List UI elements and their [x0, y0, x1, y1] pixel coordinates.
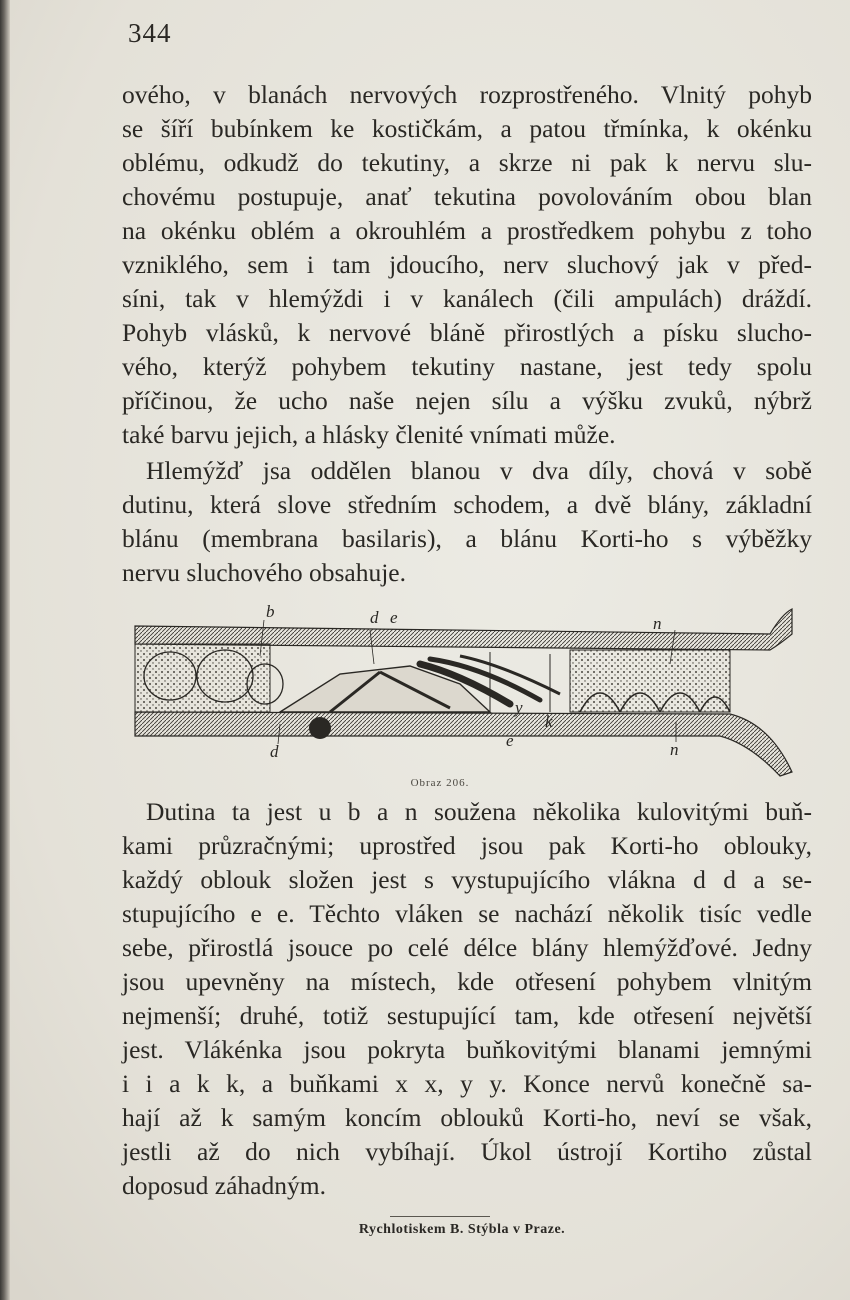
text-line: jest. Vlákénka jsou pokryta buňkovitými blanami jemnými — [122, 1035, 812, 1064]
cochlea-illustration — [130, 604, 795, 780]
text-line: jsou upevněny na místech, kde otřesení pohybem vlnitým — [122, 967, 812, 996]
figure-label-n: n — [653, 614, 662, 633]
text-line: stupujícího e e. Těchto vláken se nachází několik tisíc vedle — [122, 899, 812, 928]
text-line: příčinou, že ucho naše nejen sílu a výšku zvuků, nýbrž — [122, 386, 812, 415]
text-line: na okénku oblém a okrouhlém a prostředkem pohybu z toho — [122, 216, 812, 245]
text-line: síni, tak v hlemýždi i v kanálech (čili ampulách) dráždí. — [122, 284, 812, 313]
figure-caption: Obraz 206. — [410, 777, 470, 789]
paragraph-1 — [122, 78, 812, 452]
text-line: dutinu, která slove středním schodem, a dvě blány, základní — [122, 490, 812, 519]
figure-label-k: k — [545, 712, 553, 731]
text-line: hají až k samým koncím oblouků Korti-ho, neví se však, — [122, 1103, 812, 1132]
text-line: Hlemýžď jsa oddělen blanou v dva díly, chová v sobě — [146, 456, 812, 485]
text-line: blánu (membrana basilaris), a blánu Korti-ho s výběžky — [122, 524, 812, 553]
text-line: Pohyb vlásků, k nervové bláně přirostlých a písku slucho- — [122, 318, 812, 347]
text-line: Dutina ta jest u b a n soužena několika kulovitými buň- — [146, 797, 812, 826]
figure-label-e-lower: e — [506, 731, 514, 750]
text-line: se šíří bubínkem ke kostičkám, a patou třmínka, k okénku — [122, 114, 812, 143]
text-line: každý oblouk složen jest s vystupujícího vlákna d d a se- — [122, 865, 812, 894]
text-line: nejmenší; druhé, totiž sestupující tam, kde otřesení největší — [122, 1001, 812, 1030]
organ-of-corti-engraving — [130, 604, 795, 780]
text-line: jestli až do nich vybíhají. Úkol ústrojí Kortiho zůstal — [122, 1137, 812, 1166]
text-line: chovému postupuje, anať tekutina povolováním obou blan — [122, 182, 812, 211]
text-line: vého, kterýž pohybem tekutiny nastane, jest tedy spolu — [122, 352, 812, 381]
divider-rule — [390, 1216, 490, 1217]
figure-label-n-lower: n — [670, 740, 679, 759]
figure-label-d: d — [370, 608, 379, 627]
text-line: nervu sluchového obsahuje. — [122, 558, 406, 587]
figure-label-d-lower: d — [270, 742, 279, 761]
printer-imprint: Rychlotiskem B. Stýbla v Praze. — [358, 1222, 566, 1237]
text-line: sebe, přirostlá jsouce po celé délce blány hlemýžďové. Jedny — [122, 933, 812, 962]
text-line: také barvu jejich, a hlásky členité vnímati může. — [122, 420, 616, 449]
figure-label-y: y — [515, 698, 523, 717]
text-line: i i a k k, a buňkami x x, y y. Konce nervů konečně sa- — [122, 1069, 812, 1098]
figure-label-b: b — [266, 602, 275, 621]
text-line: vzniklého, sem i tam jdoucího, nerv sluchový jak v před- — [122, 250, 812, 279]
paragraph-2 — [122, 454, 812, 590]
text-line: ového, v blanách nervových rozprostřeného. Vlnitý pohyb — [122, 80, 812, 109]
page-number: 344 — [128, 18, 172, 48]
figure-label-e: e — [390, 608, 398, 627]
text-line: oblému, odkudž do tekutiny, a skrze ni pak k nervu slu- — [122, 148, 812, 177]
page-binding-edge — [0, 0, 10, 1300]
text-line: doposud záhadným. — [122, 1171, 326, 1200]
paragraph-3 — [122, 795, 812, 1203]
text-line: kami průzračnými; uprostřed jsou pak Korti-ho oblouky, — [122, 831, 812, 860]
